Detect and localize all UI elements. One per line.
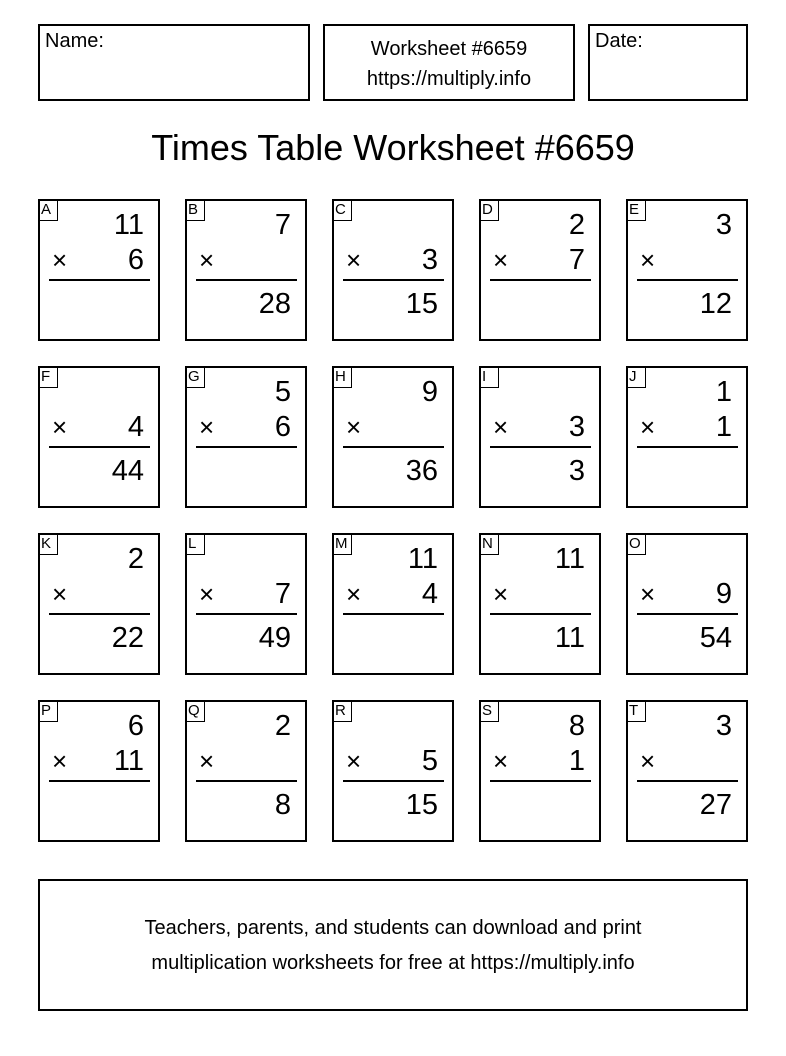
problem-multiplicand: 3: [715, 209, 732, 241]
problem-multiplicand: 7: [274, 209, 291, 241]
problem-label: P: [38, 700, 58, 722]
problem-multiplier: 1: [568, 745, 585, 777]
multiply-sign: ×: [346, 579, 362, 609]
problem-multiplier: 6: [274, 411, 291, 443]
multiply-sign: ×: [199, 746, 215, 776]
problem-card: [479, 700, 601, 842]
multiply-sign: ×: [640, 245, 656, 275]
problem-card: [479, 533, 601, 675]
multiply-sign: ×: [640, 412, 656, 442]
answer-line: [490, 613, 591, 615]
multiply-sign: ×: [199, 412, 215, 442]
answer-line: [490, 780, 591, 782]
problem-label: J: [626, 366, 646, 388]
problem-label: C: [332, 199, 352, 221]
answer-line: [490, 446, 591, 448]
problem-label: D: [479, 199, 499, 221]
problem-product: 15: [405, 789, 438, 821]
problem-multiplicand: 11: [407, 543, 438, 575]
problem-label: I: [479, 366, 499, 388]
footer-line-1: Teachers, parents, and students can download and print: [144, 917, 642, 939]
problem-label: Q: [185, 700, 205, 722]
problem-card: [626, 199, 748, 341]
multiply-sign: ×: [52, 412, 68, 442]
problem-product: 49: [258, 622, 291, 654]
footer-line-2: multiplication worksheets for free at https://multiply.info: [151, 952, 635, 974]
problem-label: N: [479, 533, 499, 555]
multiply-sign: ×: [493, 412, 509, 442]
problem-multiplier: 6: [127, 244, 144, 276]
problem-product: 22: [111, 622, 144, 654]
problem-label: T: [626, 700, 646, 722]
problem-product: 12: [699, 288, 732, 320]
problem-product: 8: [274, 789, 291, 821]
problem-card: [185, 366, 307, 508]
multiply-sign: ×: [199, 579, 215, 609]
name-label: Name:: [45, 30, 104, 52]
problem-label: E: [626, 199, 646, 221]
problem-multiplicand: 6: [127, 710, 144, 742]
answer-line: [49, 446, 150, 448]
answer-line: [343, 613, 444, 615]
answer-line: [343, 279, 444, 281]
multiply-sign: ×: [52, 746, 68, 776]
problem-product: 11: [554, 622, 585, 654]
problem-card: [332, 533, 454, 675]
problem-product: 28: [258, 288, 291, 320]
multiply-sign: ×: [493, 746, 509, 776]
problem-card: [38, 199, 160, 341]
worksheet-url: https://multiply.info: [366, 68, 532, 90]
problem-multiplicand: 5: [274, 376, 291, 408]
problem-multiplier: 3: [421, 244, 438, 276]
problem-multiplicand: 8: [568, 710, 585, 742]
problem-card: [38, 366, 160, 508]
multiply-sign: ×: [493, 579, 509, 609]
problem-multiplicand: 2: [568, 209, 585, 241]
problem-multiplicand: 9: [421, 376, 438, 408]
problem-multiplicand: 11: [113, 209, 144, 241]
problem-multiplier: 7: [568, 244, 585, 276]
multiply-sign: ×: [346, 245, 362, 275]
answer-line: [637, 613, 738, 615]
problem-label: H: [332, 366, 352, 388]
problem-label: B: [185, 199, 205, 221]
answer-line: [343, 446, 444, 448]
problem-label: F: [38, 366, 58, 388]
answer-line: [637, 279, 738, 281]
problem-label: K: [38, 533, 58, 555]
problem-multiplicand: 3: [715, 710, 732, 742]
problem-label: G: [185, 366, 205, 388]
page-title: Times Table Worksheet #6659: [151, 127, 635, 168]
problem-card: [332, 700, 454, 842]
problem-product: 44: [111, 455, 144, 487]
problem-multiplier: 11: [113, 745, 144, 777]
answer-line: [490, 279, 591, 281]
multiply-sign: ×: [640, 746, 656, 776]
problem-card: [626, 533, 748, 675]
problem-label: M: [332, 533, 352, 555]
problem-card: [38, 700, 160, 842]
problem-multiplicand: 1: [715, 376, 732, 408]
problem-label: S: [479, 700, 499, 722]
problem-card: [185, 533, 307, 675]
problem-multiplier: 4: [127, 411, 144, 443]
problem-product: 27: [699, 789, 732, 821]
answer-line: [49, 613, 150, 615]
problem-label: O: [626, 533, 646, 555]
problem-card: [626, 366, 748, 508]
answer-line: [49, 279, 150, 281]
problem-multiplier: 1: [715, 411, 732, 443]
problem-label: R: [332, 700, 352, 722]
multiply-sign: ×: [346, 412, 362, 442]
multiply-sign: ×: [52, 245, 68, 275]
answer-line: [49, 780, 150, 782]
worksheet-number: Worksheet #6659: [370, 38, 528, 60]
problem-label: L: [185, 533, 205, 555]
problem-card: [332, 199, 454, 341]
problem-multiplicand: 11: [554, 543, 585, 575]
problem-card: [479, 366, 601, 508]
multiply-sign: ×: [640, 579, 656, 609]
answer-line: [343, 780, 444, 782]
problem-label: A: [38, 199, 58, 221]
multiply-sign: ×: [52, 579, 68, 609]
multiply-sign: ×: [346, 746, 362, 776]
multiply-sign: ×: [493, 245, 509, 275]
answer-line: [196, 446, 297, 448]
answer-line: [196, 613, 297, 615]
problem-multiplier: 9: [715, 578, 732, 610]
problem-multiplier: 5: [421, 745, 438, 777]
problem-product: 36: [405, 455, 438, 487]
multiply-sign: ×: [199, 245, 215, 275]
problem-card: [479, 199, 601, 341]
problem-multiplier: 4: [421, 578, 438, 610]
answer-line: [637, 446, 738, 448]
answer-line: [196, 780, 297, 782]
problem-card: [332, 366, 454, 508]
problem-card: [185, 700, 307, 842]
date-label: Date:: [595, 30, 643, 52]
problem-multiplicand: 2: [274, 710, 291, 742]
problem-multiplier: 7: [274, 578, 291, 610]
problem-card: [185, 199, 307, 341]
footer-box: [38, 879, 748, 1011]
problem-product: 3: [568, 455, 585, 487]
problem-card: [626, 700, 748, 842]
problem-product: 54: [699, 622, 732, 654]
problem-product: 15: [405, 288, 438, 320]
answer-line: [637, 780, 738, 782]
problem-card: [38, 533, 160, 675]
problem-multiplier: 3: [568, 411, 585, 443]
problem-multiplicand: 2: [127, 543, 144, 575]
answer-line: [196, 279, 297, 281]
